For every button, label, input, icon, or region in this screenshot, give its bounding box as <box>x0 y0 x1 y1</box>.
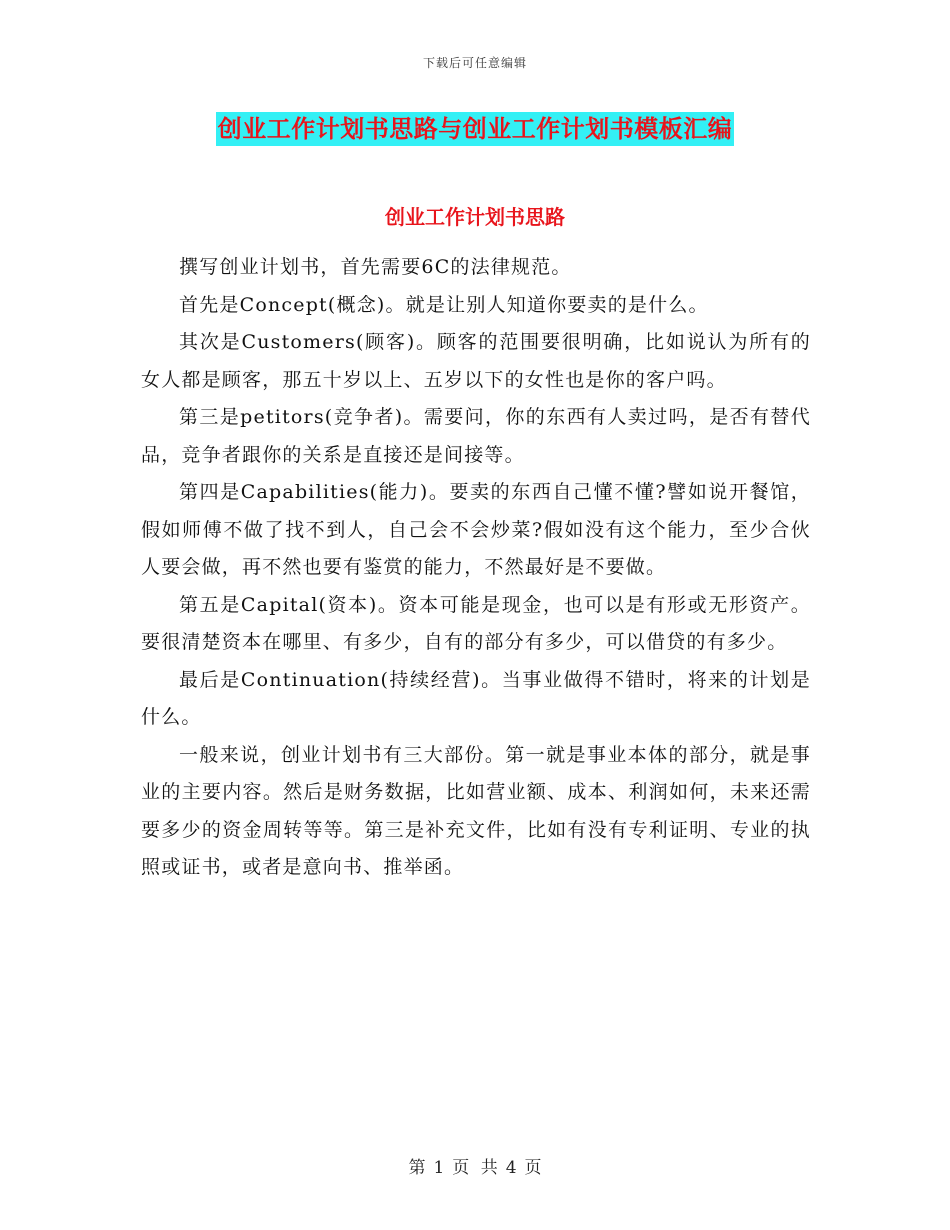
paragraph-capabilities: 第四是Capabilities(能力)。要卖的东西自己懂不懂?譬如说开餐馆，假如师傅不做了找不到人，自己会不会炒菜?假如没有这个能力，至少合伙人要会做，再不然也要有鉴赏的能力，不然最好是不要做。 <box>141 481 811 578</box>
paragraph-continuation: 最后是Continuation(持续经营)。当事业做得不错时，将来的计划是什么。 <box>141 668 811 728</box>
download-note: 下载后可任意编辑 <box>422 56 527 70</box>
paragraph-structure: 一般来说，创业计划书有三大部份。第一就是事业本体的部分，就是事业的主要内容。然后是财务数据，比如营业额、成本、利润如何，未来还需要多少的资金周转等等。第三是补充文件，比如有没有专利证明、专业的执照或证书，或者是意向书、推举函。 <box>141 743 811 878</box>
footer-page-number: 1 <box>433 1158 445 1178</box>
section-title: 创业工作计划书思路 <box>385 205 565 229</box>
paragraph-intro: 撰写创业计划书，首先需要6C的法律规范。 <box>179 256 572 278</box>
document-title: 创业工作计划书思路与创业工作计划书模板汇编 <box>216 112 735 146</box>
paragraph-customers: 其次是Customers(顾客)。顾客的范围要很明确，比如说认为所有的女人都是顾客，那五十岁以上、五岁以下的女性也是你的客户吗。 <box>141 331 811 391</box>
page-footer <box>0 1153 950 1178</box>
footer-suffix: 页 <box>524 1158 542 1178</box>
footer-prefix: 第 <box>408 1158 426 1178</box>
footer-mid: 页 共 <box>452 1158 498 1178</box>
paragraph-capital: 第五是Capital(资本)。资本可能是现金，也可以是有形或无形资产。要很清楚资本在哪里、有多少，自有的部分有多少，可以借贷的有多少。 <box>141 593 811 653</box>
document-title-container <box>0 112 950 146</box>
paragraph-concept: 首先是Concept(概念)。就是让别人知道你要卖的是什么。 <box>179 293 709 316</box>
paragraph-competitors: 第三是petitors(竞争者)。需要问，你的东西有人卖过吗，是否有替代品，竞争者跟你的关系是直接还是间接等。 <box>141 406 811 466</box>
document-body <box>141 249 811 887</box>
footer-page-total: 4 <box>505 1158 517 1178</box>
